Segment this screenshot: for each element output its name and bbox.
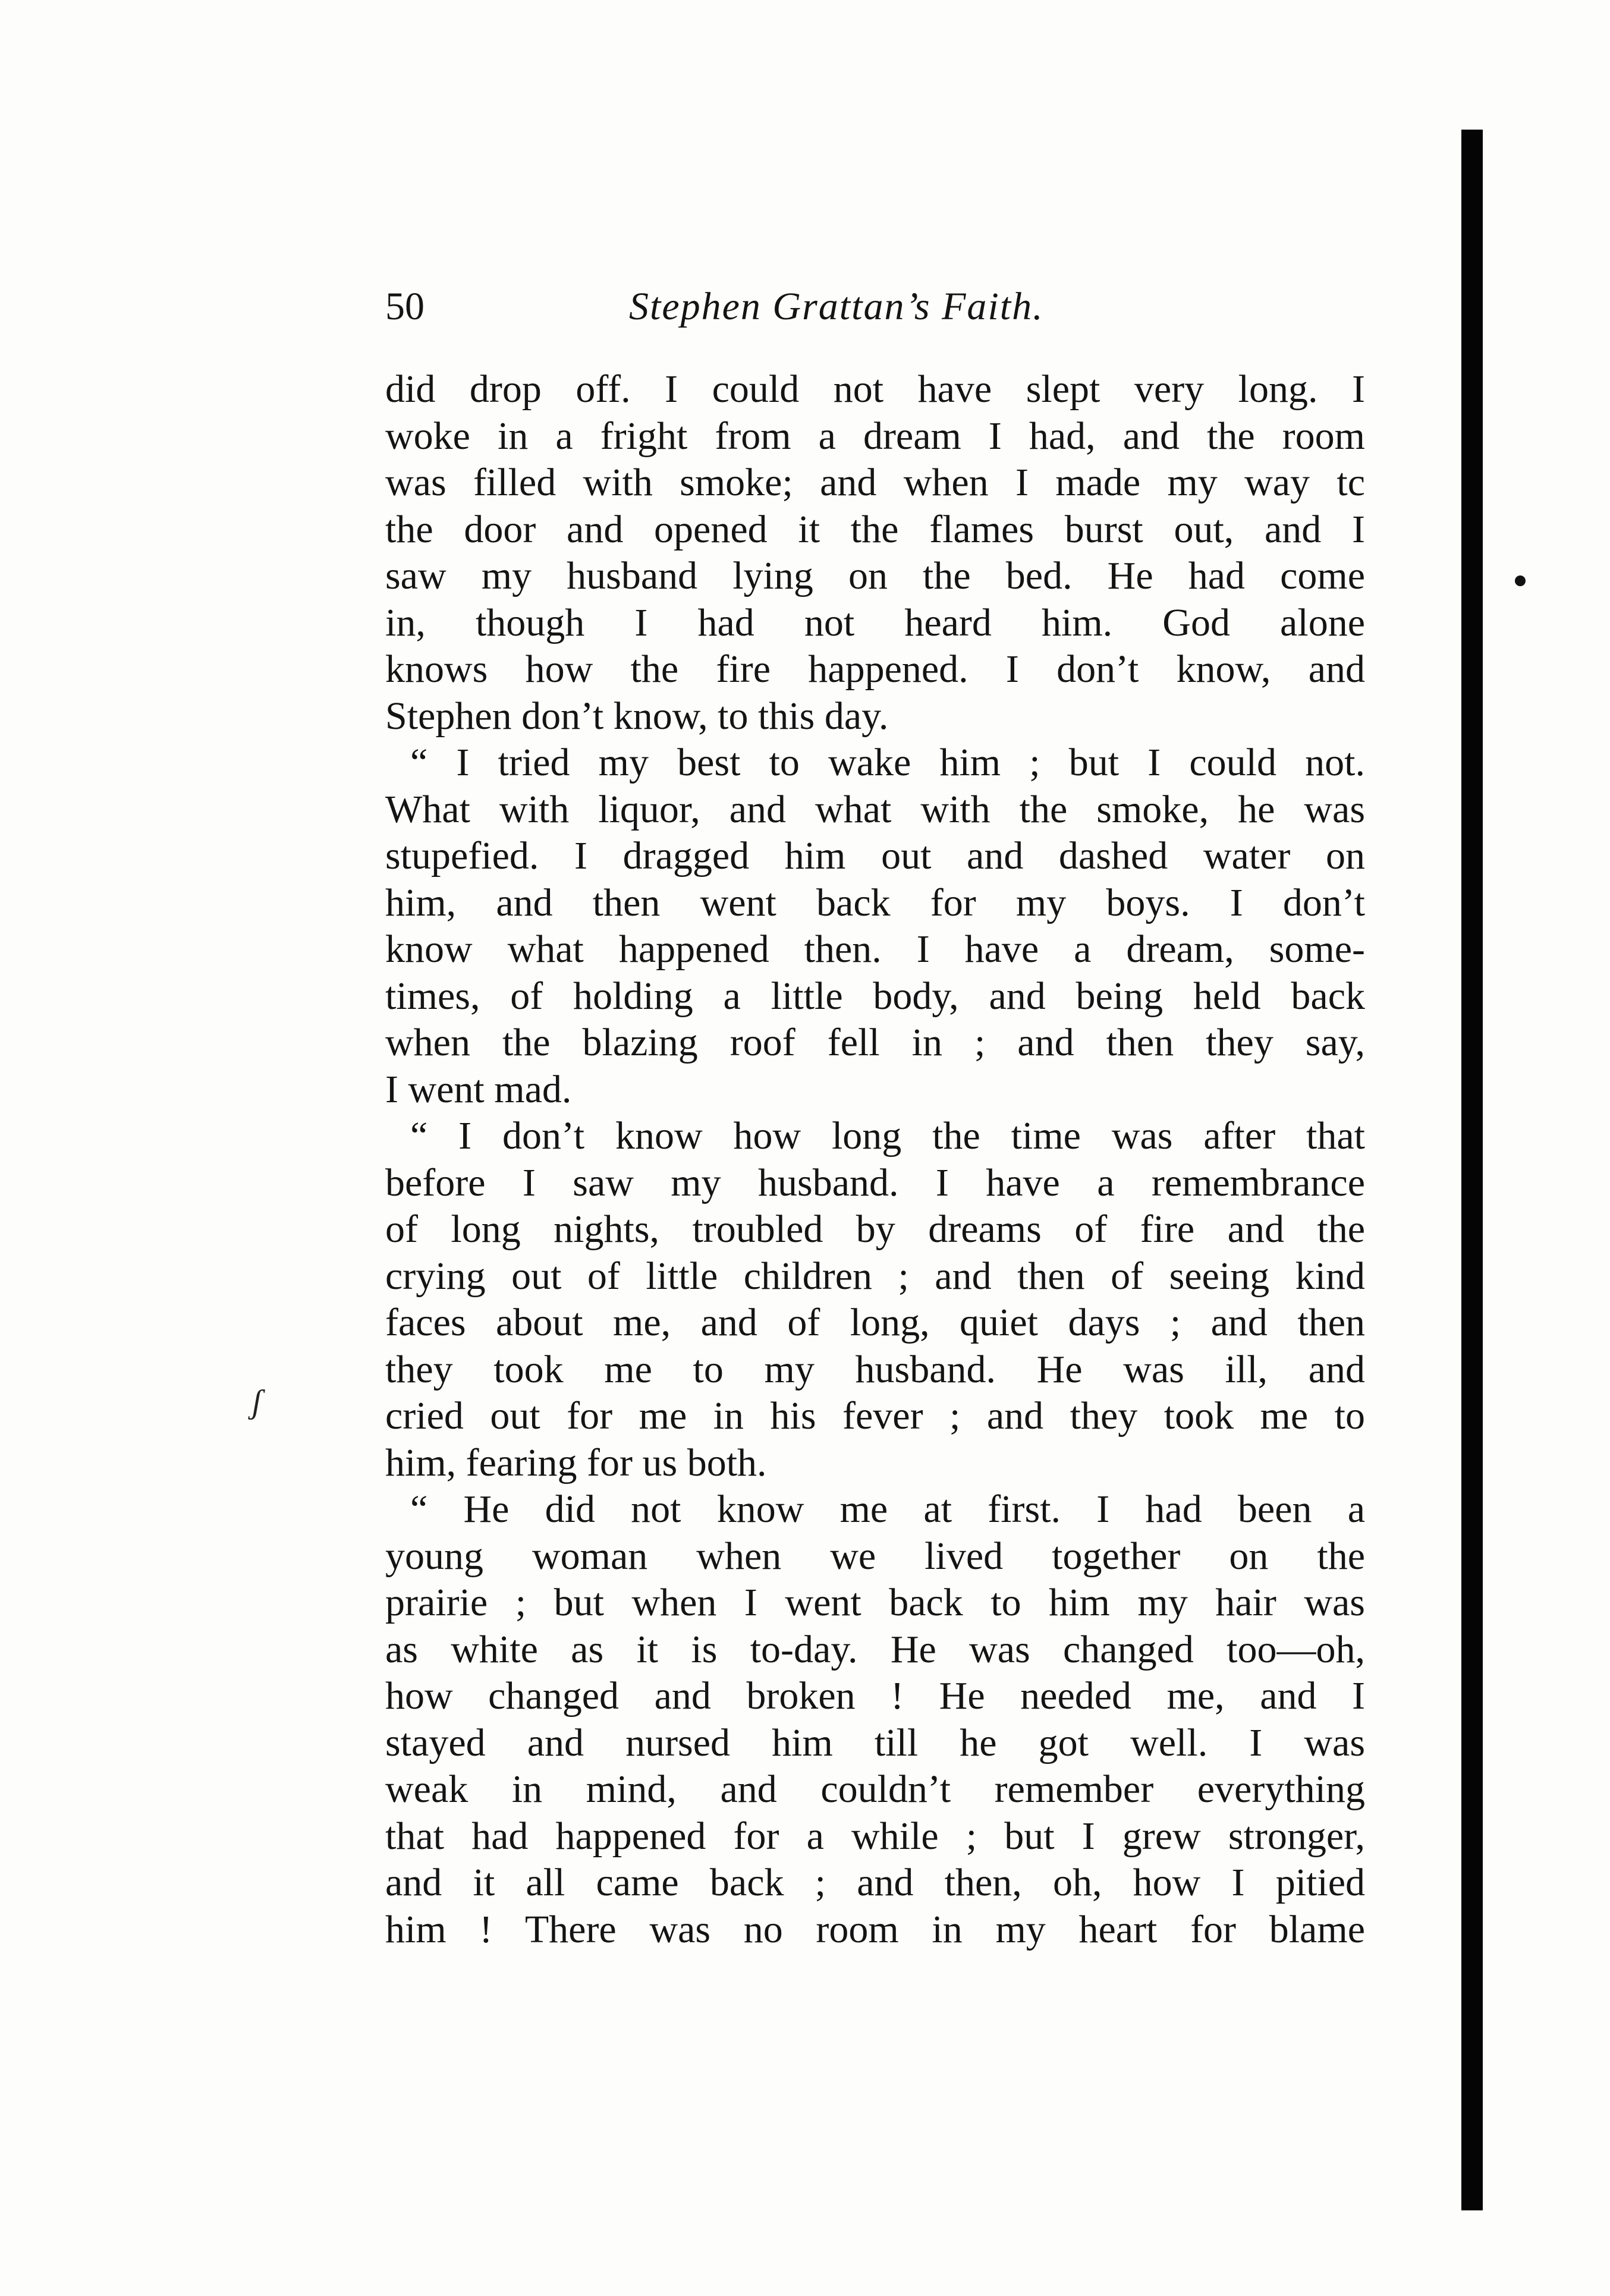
- text-line: crying out of little children ; and then of seeing kind: [385, 1254, 1365, 1298]
- text-line: times, of holding a little body, and being held back: [385, 974, 1365, 1018]
- text-line: before I saw my husband. I have a remembrance: [385, 1160, 1365, 1204]
- text-line: young woman when we lived together on the: [385, 1534, 1365, 1578]
- text-line: how changed and broken ! He needed me, and I: [385, 1674, 1365, 1718]
- margin-mark: ʃ: [252, 1383, 262, 1420]
- text-line: “ He did not know me at first. I had been a: [410, 1487, 1365, 1531]
- text-line: weak in mind, and couldn’t remember everything: [385, 1767, 1365, 1811]
- text-line: was filled with smoke; and when I made my way tc: [385, 461, 1365, 504]
- text-line: I went mad.: [385, 1067, 572, 1111]
- text-line: What with liquor, and what with the smoke, he was: [385, 787, 1365, 831]
- text-line: as white as it is to-day. He was changed too—oh,: [385, 1627, 1365, 1671]
- text-line: prairie ; but when I went back to him my hair was: [385, 1581, 1365, 1624]
- body-text: [385, 366, 1365, 1953]
- text-line: stupefied. I dragged him out and dashed water on: [385, 834, 1365, 877]
- text-line: they took me to my husband. He was ill, and: [385, 1347, 1365, 1391]
- running-title: Stephen Grattan’s Faith.: [629, 285, 1044, 328]
- text-line: Stephen don’t know, to this day.: [385, 694, 889, 738]
- text-line: did drop off. I could not have slept very long. I: [385, 367, 1365, 411]
- text-line: “ I don’t know how long the time was after that: [410, 1114, 1365, 1158]
- ink-dot: [1515, 575, 1526, 586]
- text-line: know what happened then. I have a dream, some-: [385, 927, 1365, 971]
- page-number: 50: [385, 285, 424, 328]
- text-line: of long nights, troubled by dreams of fire and the: [385, 1207, 1365, 1251]
- text-line: him, fearing for us both.: [385, 1440, 767, 1484]
- page-edge-shadow: [1461, 130, 1483, 2210]
- text-line: him, and then went back for my boys. I don’t: [385, 880, 1365, 924]
- text-line: saw my husband lying on the bed. He had come: [385, 554, 1365, 597]
- text-line: in, though I had not heard him. God alone: [385, 600, 1365, 644]
- text-line: woke in a fright from a dream I had, and the room: [385, 414, 1365, 458]
- page-header: [385, 284, 1365, 338]
- text-line: cried out for me in his fever ; and they took me to: [385, 1394, 1365, 1438]
- text-line: him ! There was no room in my heart for blame: [385, 1907, 1365, 1951]
- text-line: knows how the fire happened. I don’t know, and: [385, 647, 1365, 691]
- text-line: that had happened for a while ; but I grew stronger,: [385, 1814, 1365, 1858]
- text-line: “ I tried my best to wake him ; but I could not.: [410, 741, 1365, 784]
- text-line: faces about me, and of long, quiet days ; and then: [385, 1301, 1365, 1344]
- text-line: and it all came back ; and then, oh, how I pitied: [385, 1861, 1365, 1904]
- text-line: when the blazing roof fell in ; and then they say,: [385, 1021, 1365, 1064]
- text-line: stayed and nursed him till he got well. I was: [385, 1721, 1365, 1765]
- text-line: the door and opened it the flames burst out, and I: [385, 507, 1365, 551]
